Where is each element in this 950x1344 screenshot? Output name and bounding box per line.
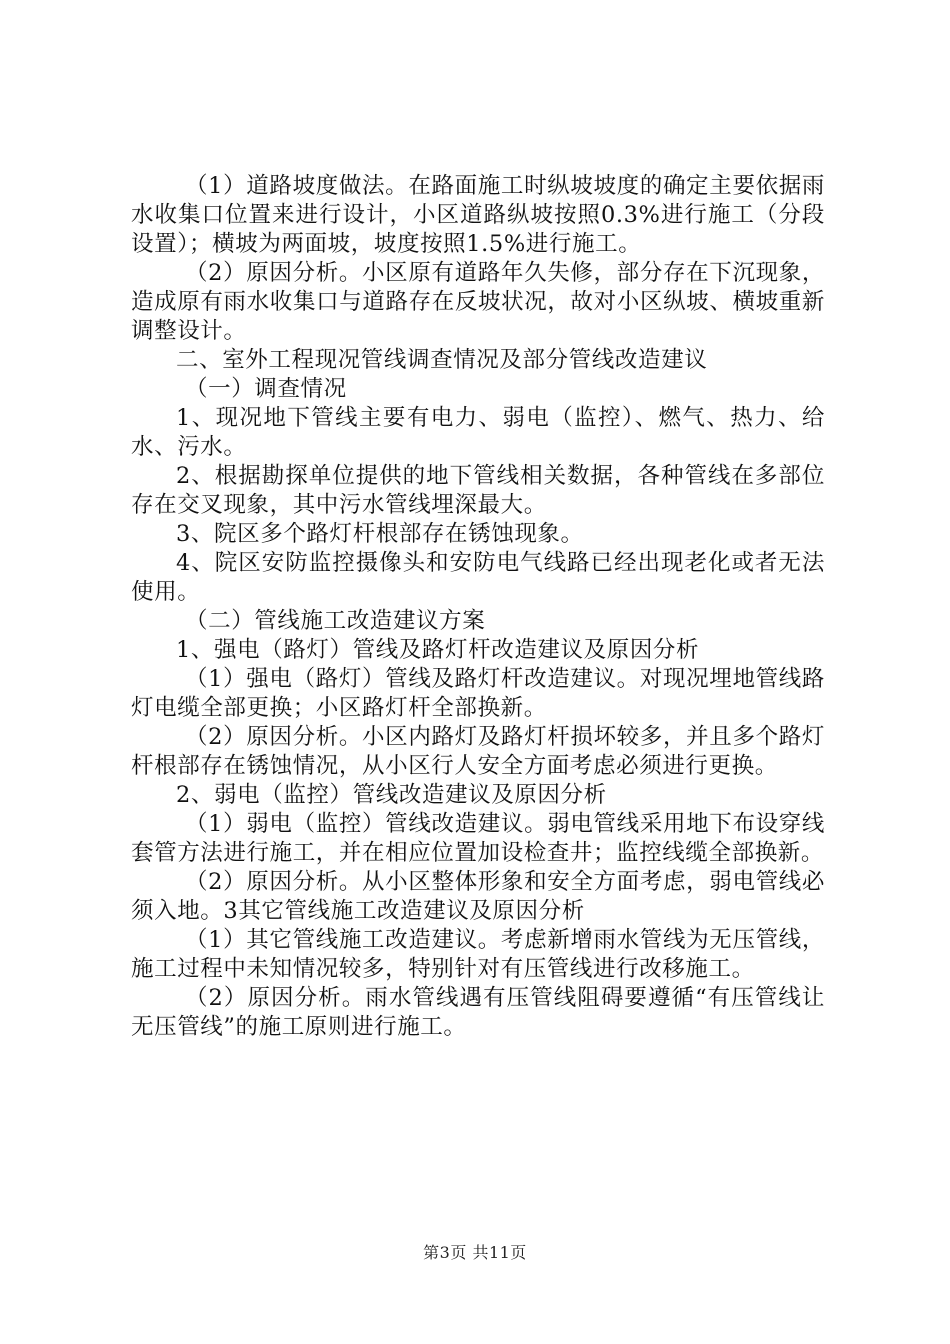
paragraph-strong-current-suggestion: （1）强电（路灯）管线及路灯杆改造建议。对现况埋地管线路灯电缆全部更换；小区路灯杆全部换新。 <box>131 666 825 721</box>
paragraph-survey-item-4: 4、院区安防监控摄像头和安防电气线路已经出现老化或者无法使用。 <box>131 550 825 605</box>
paragraph-survey-item-1: 1、现况地下管线主要有电力、弱电（监控）、燃气、热力、给水、污水。 <box>131 405 825 460</box>
heading-strong-current: 1、强电（路灯）管线及路灯杆改造建议及原因分析 <box>176 637 700 663</box>
heading-weak-current: 2、弱电（监控）管线改造建议及原因分析 <box>176 782 607 808</box>
section-heading-pipeline-survey: 二、室外工程现况管线调查情况及部分管线改造建议 <box>176 347 708 373</box>
paragraph-weak-current-reason: （2）原因分析。从小区整体形象和安全方面考虑，弱电管线必须入地。3其它管线施工改造建议及原因分析 <box>131 869 825 924</box>
page-number-footer: 第3页 共11页 <box>423 1243 527 1262</box>
paragraph-other-pipeline-reason: （2）原因分析。雨水管线遇有压管线阻碍要遵循“有压管线让无压管线”的施工原则进行施工。 <box>131 985 825 1040</box>
paragraph-road-slope-reason: （2）原因分析。小区原有道路年久失修，部分存在下沉现象，造成原有雨水收集口与道路存在反坡状况，故对小区纵坡、横坡重新调整设计。 <box>131 260 825 344</box>
paragraph-survey-item-3: 3、院区多个路灯杆根部存在锈蚀现象。 <box>176 521 584 547</box>
paragraph-other-pipeline-suggestion: （1）其它管线施工改造建议。考虑新增雨水管线为无压管线，施工过程中未知情况较多，特别针对有压管线进行改移施工。 <box>131 927 825 982</box>
paragraph-road-slope-method: （1）道路坡度做法。在路面施工时纵坡坡度的确定主要依据雨水收集口位置来进行设计，小区道路纵坡按照0.3%进行施工（分段设置）；横坡为两面坡，坡度按照1.5%进行施工。 <box>131 173 825 257</box>
subheading-renovation-plan: （二）管线施工改造建议方案 <box>185 608 486 634</box>
paragraph-strong-current-reason: （2）原因分析。小区内路灯及路灯杆损坏较多，并且多个路灯杆根部存在锈蚀情况，从小区行人安全方面考虑必须进行更换。 <box>131 724 825 779</box>
subheading-survey-status: （一）调查情况 <box>185 376 347 402</box>
paragraph-survey-item-2: 2、根据勘探单位提供的地下管线相关数据，各种管线在多部位存在交叉现象，其中污水管线埋深最大。 <box>131 463 825 518</box>
paragraph-weak-current-suggestion: （1）弱电（监控）管线改造建议。弱电管线采用地下布设穿线套管方法进行施工，并在相应位置加设检查井；监控线缆全部换新。 <box>131 811 825 866</box>
document-body <box>131 172 825 1042</box>
